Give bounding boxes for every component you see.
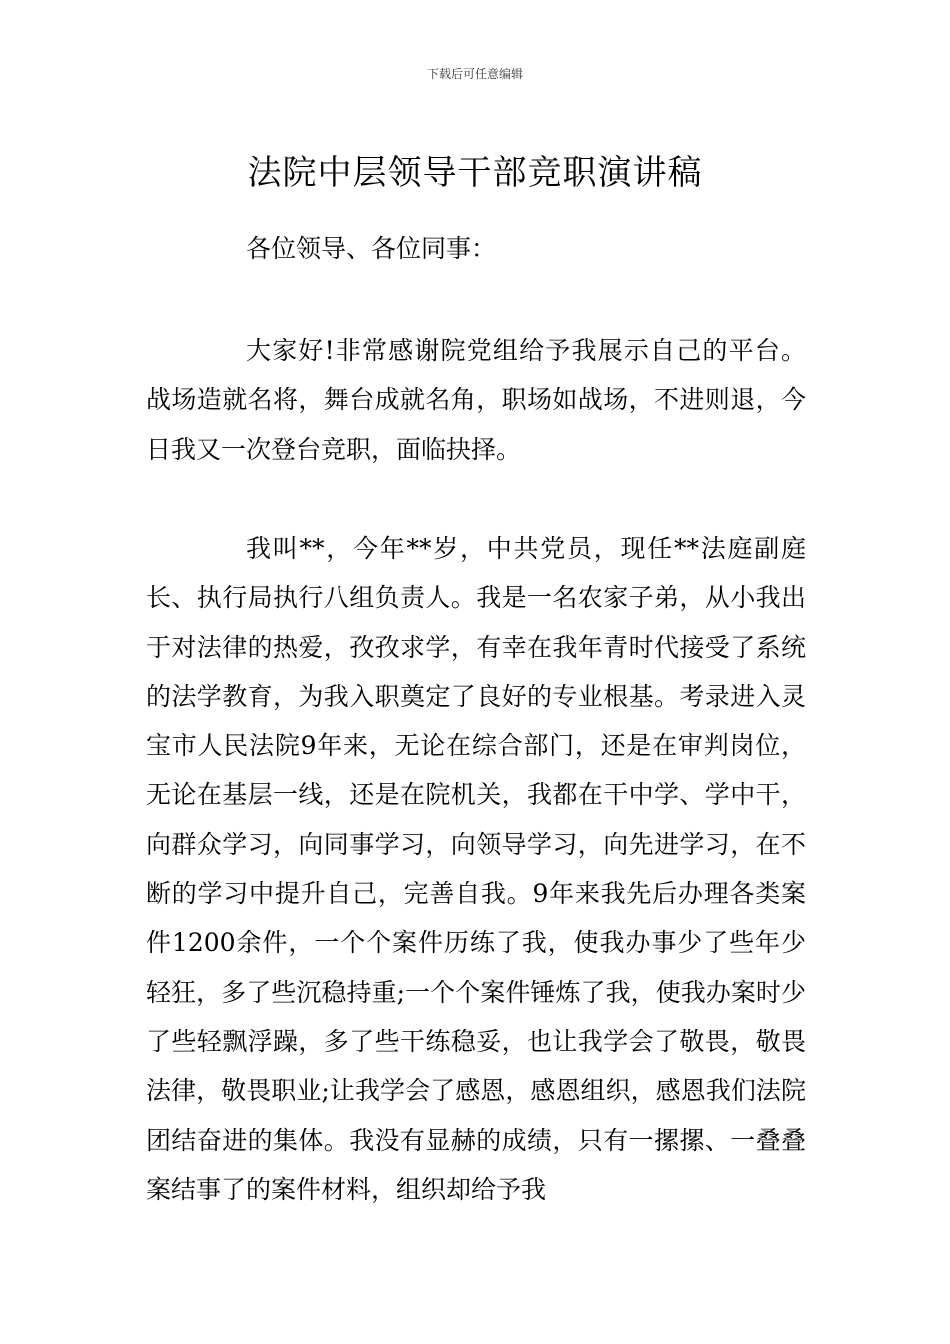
salutation-block (146, 224, 806, 273)
document-title: 法院中层领导干部竞职演讲稿 (247, 152, 703, 193)
paragraph-greeting: 大家好!非常感谢院党组给予我展示自己的平台。战场造就名将，舞台成就名角，职场如战场，不进则退，今日我又一次登台竞职，面临抉择。 (146, 336, 806, 464)
paragraph-block-2 (146, 524, 806, 1214)
header-note: 下载后可任意编辑 (426, 67, 523, 81)
salutation: 各位领导、各位同事： (246, 234, 497, 263)
paragraph-self-introduction: 我叫**，今年**岁，中共党员，现任**法庭副庭长、执行局执行八组负责人。我是一名农家子弟，从小我出于对法律的热爱，孜孜求学，有幸在我年青时代接受了系统的法学教育，为我入职奠定了良好的专业根基。考录进入灵宝市人民法院9年来，无论在综合部门，还是在审判岗位，无论在基层一线，还是在院机关，我都在干中学、学中干，向群众学习，向同事学习，向领导学习，向先进学习，在不断的学习中提升自己，完善自我。9年来我先后办理各类案件1200余件，一个个案件历练了我，使我办事少了些年少轻狂，多了些沉稳持重;一个个案件锤炼了我，使我办案时少了些轻飘浮躁，多了些干练稳妥，也让我学会了敬畏，敬畏法律，敬畏职业;让我学会了感恩，感恩组织，感恩我们法院团结奋进的集体。我没有显赫的成绩，只有一摞摞、一叠叠案结事了的案件材料，组织却给予我 (146, 534, 806, 1204)
paragraph-block-1 (146, 326, 806, 474)
